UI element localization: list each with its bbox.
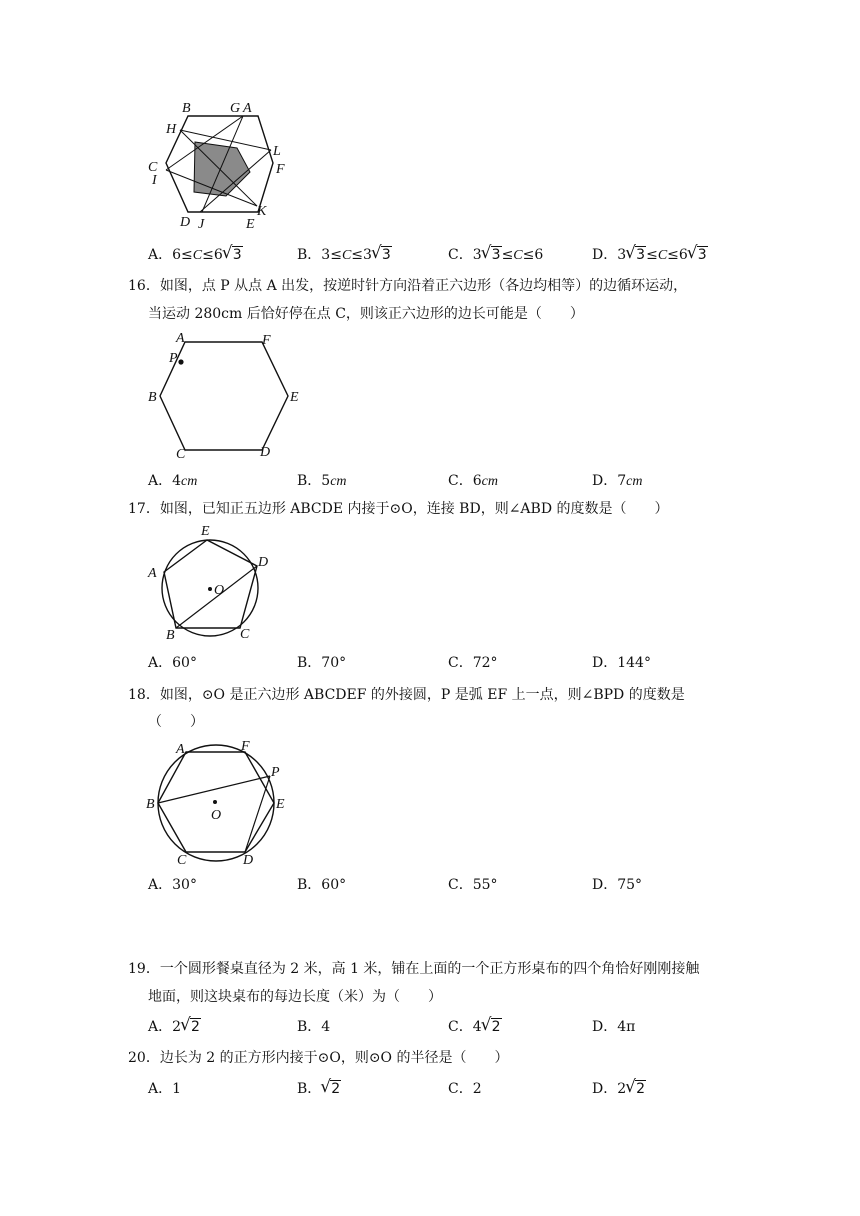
q18-option-b: B．60° bbox=[297, 877, 347, 893]
label-B: B bbox=[182, 101, 191, 116]
q18-text-line2: （ ） bbox=[148, 714, 204, 730]
label-D: D bbox=[180, 215, 191, 230]
label-E: E bbox=[290, 390, 299, 405]
label-C: C bbox=[177, 853, 187, 868]
q16-option-c: C．6cm bbox=[448, 473, 498, 489]
hexagon-circle-figure-18 bbox=[140, 736, 300, 870]
label-D: D bbox=[260, 445, 271, 460]
label-C: C bbox=[240, 627, 250, 642]
label-G: G bbox=[230, 101, 241, 116]
q19-option-b: B．4 bbox=[297, 1019, 331, 1035]
q17-option-d: D．144° bbox=[592, 655, 651, 671]
label-E: E bbox=[276, 797, 285, 812]
label-D: D bbox=[243, 853, 254, 868]
hexagon-figure-16 bbox=[140, 330, 310, 462]
q15-option-a: A．6≤C≤6√ 3 bbox=[148, 246, 243, 265]
q17-option-c: C．72° bbox=[448, 655, 498, 671]
pentagon-circle-figure-17 bbox=[140, 520, 280, 644]
hexagon-figure-15 bbox=[140, 98, 300, 236]
label-I: I bbox=[152, 173, 157, 188]
label-J: J bbox=[198, 217, 205, 232]
q16-text-line2: 当运动 280cm 后恰好停在点 C，则该正六边形的边长可能是（ ） bbox=[148, 306, 584, 322]
q19-text-line2: 地面，则这块桌布的每边长度（米）为（ ） bbox=[148, 989, 442, 1005]
q15-option-b: B．3≤C≤3√ 3 bbox=[297, 246, 392, 265]
q19-option-a: A．2√ 2 bbox=[148, 1018, 201, 1036]
label-H: H bbox=[166, 122, 177, 137]
q18-text-line1: 18．如图，⊙O 是正六边形 ABCDEF 的外接圆，P 是弧 EF 上一点，则∠BPD 的度数是 bbox=[128, 687, 685, 703]
q15-option-c: C．3√ 3≤C≤6 bbox=[448, 246, 543, 265]
label-O: O bbox=[214, 583, 225, 598]
q16-option-d: D．7cm bbox=[592, 473, 643, 489]
point-p bbox=[178, 359, 183, 364]
q18-option-c: C．55° bbox=[448, 877, 498, 893]
q18-option-a: A．30° bbox=[148, 877, 197, 893]
label-F: F bbox=[241, 739, 250, 754]
q20-option-d: D．2√ 2 bbox=[592, 1080, 646, 1098]
q20-text-line1: 20．边长为 2 的正方形内接于⊙O，则⊙O 的半径是（ ） bbox=[128, 1050, 509, 1066]
label-B: B bbox=[148, 390, 157, 405]
q16-option-b: B．5cm bbox=[297, 473, 347, 489]
label-E: E bbox=[201, 524, 210, 539]
q20-option-c: C．2 bbox=[448, 1081, 482, 1097]
label-K: K bbox=[257, 204, 267, 219]
q19-option-d: D．4π bbox=[592, 1019, 636, 1035]
label-A: A bbox=[148, 566, 157, 581]
label-L: L bbox=[273, 144, 281, 159]
label-F: F bbox=[276, 162, 285, 177]
q17-option-b: B．70° bbox=[297, 655, 347, 671]
label-P: P bbox=[271, 765, 280, 780]
label-O: O bbox=[211, 808, 222, 823]
label-A: A bbox=[176, 742, 185, 757]
label-B: B bbox=[146, 797, 155, 812]
q17-option-a: A．60° bbox=[148, 655, 197, 671]
q16-text-line1: 16．如图，点 P 从点 A 出发，按逆时针方向沿着正六边形（各边均相等）的边循环运动， bbox=[128, 278, 688, 294]
q16-option-a: A．4cm bbox=[148, 473, 198, 489]
label-A: A bbox=[243, 101, 252, 116]
q15-option-d: D．3√ 3≤C≤6√ 3 bbox=[592, 246, 708, 265]
label-E: E bbox=[246, 217, 255, 232]
q20-option-b: B．√ 2 bbox=[297, 1080, 341, 1098]
q17-text-line1: 17．如图，已知正五边形 ABCDE 内接于⊙O，连接 BD，则∠ABD 的度数是（ ） bbox=[128, 501, 669, 517]
label-B: B bbox=[166, 628, 175, 643]
label-P: P bbox=[169, 351, 178, 366]
label-A: A bbox=[176, 331, 185, 346]
label-F: F bbox=[262, 333, 271, 348]
label-C: C bbox=[176, 447, 186, 462]
label-D: D bbox=[258, 555, 269, 570]
q19-option-c: C．4√ 2 bbox=[448, 1018, 502, 1036]
q18-option-d: D．75° bbox=[592, 877, 643, 893]
label-C: C bbox=[148, 160, 158, 175]
q19-text-line1: 19．一个圆形餐桌直径为 2 米，高 1 米，铺在上面的一个正方形桌布的四个角恰好刚刚接触 bbox=[128, 961, 700, 977]
q20-option-a: A．1 bbox=[148, 1081, 182, 1097]
